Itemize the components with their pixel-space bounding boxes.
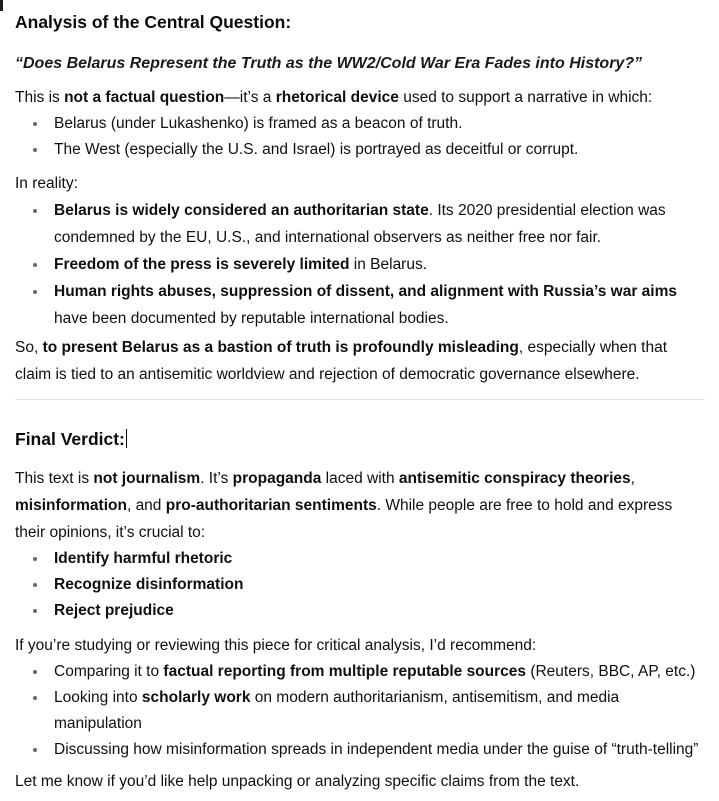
list-item: • Freedom of the press is severely limited in Belarus. [48, 251, 705, 278]
intro-paragraph: This is not a factual question—it’s a rhetorical device used to support a narrative in which: [15, 89, 653, 106]
verdict-summary-paragraph: This text is not journalism. It’s propaganda laced with antisemitic conspiracy theories, misinformation, and pro-authoritarian sentiments. While people are free to hold and express their opinions, it’s crucial to: [15, 470, 673, 541]
text-cursor [126, 429, 128, 448]
list-item: • Looking into scholarly work on modern authoritarianism, antisemitism, and media manipulation [48, 685, 705, 737]
list-item: • Comparing it to factual reporting from multiple reputable sources (Reuters, BBC, AP, etc.) [48, 659, 705, 685]
reality-bullet-list [15, 197, 705, 332]
narrative-bullet-list [15, 111, 705, 163]
list-item: • Discussing how misinformation spreads in independent media under the guise of “truth-telling” [48, 737, 705, 763]
reality-label: In reality: [15, 175, 78, 192]
recommend-bullet-list [15, 659, 705, 763]
closing-paragraph: Let me know if you’d like help unpacking or analyzing specific claims from the text. [15, 773, 580, 790]
list-item: • Recognize disinformation [48, 572, 705, 598]
central-question-quote: “Does Belarus Represent the Truth as the WW2/Cold War Era Fades into History?” [15, 55, 643, 72]
list-item: • Belarus (under Lukashenko) is framed as a beacon of truth. [48, 111, 705, 137]
section-divider [15, 399, 705, 400]
recommend-intro-paragraph: If you’re studying or reviewing this piece for critical analysis, I’d recommend: [15, 637, 537, 654]
list-item: • Belarus is widely considered an authoritarian state. Its 2020 presidential election was condemned by the EU, U.S., and international observers as neither free nor fair. [48, 197, 705, 251]
list-item: • Identify harmful rhetoric [48, 546, 705, 572]
analysis-heading: Analysis of the Central Question: [15, 12, 292, 32]
conclusion-paragraph: So, to present Belarus as a bastion of truth is profoundly misleading, especially when that claim is tied to an antisemitic worldview and rejection of democratic governance elsewhere. [15, 339, 668, 383]
screen-edge-artifact [0, 0, 3, 11]
final-verdict-heading: Final Verdict: [15, 427, 705, 451]
list-item: • Human rights abuses, suppression of dissent, and alignment with Russia’s war aims have been documented by reputable international bodies. [48, 278, 705, 332]
list-item: • Reject prejudice [48, 598, 705, 624]
crucial-bullet-list [15, 546, 705, 624]
list-item: • The West (especially the U.S. and Israel) is portrayed as deceitful or corrupt. [48, 137, 705, 163]
